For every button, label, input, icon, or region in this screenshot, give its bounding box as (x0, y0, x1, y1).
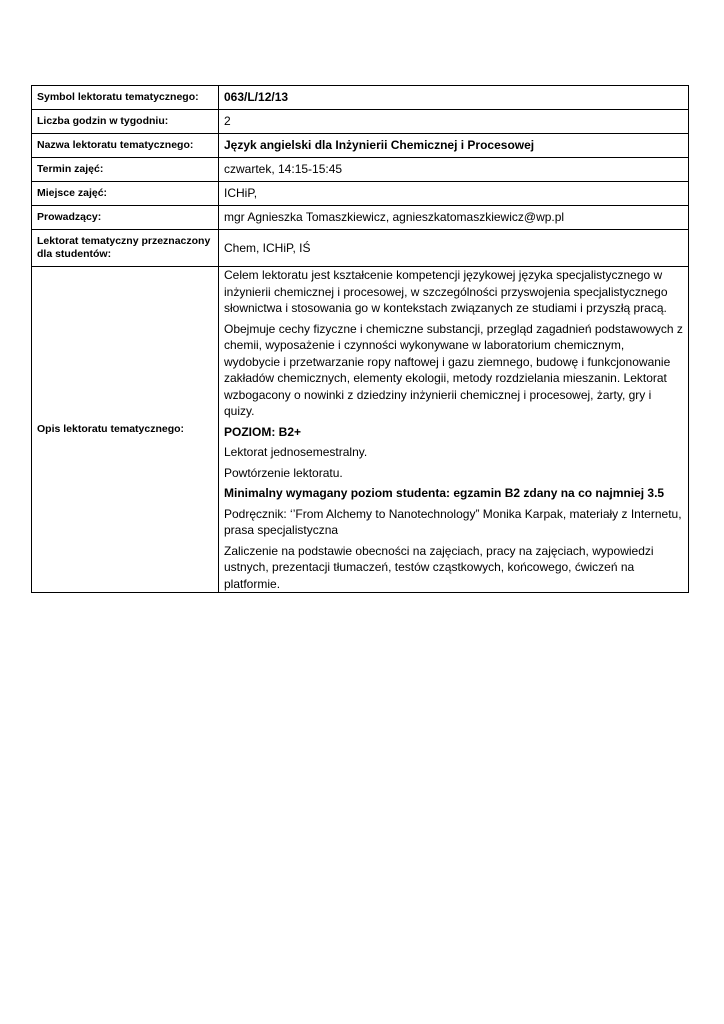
teacher-value: mgr Agnieszka Tomaszkiewicz, agnieszkatomaszkiewicz@wp.pl (219, 206, 689, 230)
teacher-row (32, 206, 689, 230)
term-label: Termin zajęć: (32, 158, 219, 182)
description-content (219, 267, 689, 593)
course-info-table (31, 85, 689, 593)
description-goal: Celem lektoratu jest kształcenie kompetencji językowej języka specjalistycznego w inżynierii chemicznej i procesowej, w szczególności przyswojenia specjalistycznego słownictwa i stosowania go w kontekstach związanych ze studiami i przyszłą pracą. (224, 268, 668, 315)
place-row (32, 182, 689, 206)
place-value: ICHiP, (219, 182, 689, 206)
symbol-value: 063/L/12/13 (219, 86, 689, 110)
hours-value: 2 (219, 110, 689, 134)
description-min-level: Minimalny wymagany poziom studenta: egzamin B2 zdany na co najmniej 3.5 (224, 486, 665, 500)
description-level: POZIOM: B2+ (224, 424, 302, 439)
symbol-label: Symbol lektoratu tematycznego: (32, 86, 219, 110)
place-label: Miejsce zajęć: (32, 182, 219, 206)
description-textbook: Podręcznik: ‘’From Alchemy to Nanotechnology” Monika Karpak, materiały z Internetu, prasa specjalistyczna (224, 506, 682, 537)
course-name-row (32, 134, 689, 158)
description-label: Opis lektoratu tematycznego: (32, 267, 219, 593)
hours-row (32, 110, 689, 134)
description-repeat: Powtórzenie lektoratu. (224, 465, 343, 480)
students-row (32, 230, 689, 267)
course-name-label: Nazwa lektoratu tematycznego: (32, 134, 219, 158)
description-scope: Obejmuje cechy fizyczne i chemiczne substancji, przegląd zagadnień podstawowych z chemii, wyposażenie i czynności wykonywane w laboratorium chemicznym, wydobycie i przetwarzanie ropy naftowej i gazu ziemnego, budowę i funkcjonowanie zakładów chemicznych, elementy ekologii, metody rozdzielania mieszanin. Lektorat wzbogacony o nowinki z dziedziny inżynierii chemicznej i procesowej, żarty, gry i quizy. (224, 321, 683, 418)
term-row (32, 158, 689, 182)
teacher-label: Prowadzący: (32, 206, 219, 230)
description-duration: Lektorat jednosemestralny. (224, 445, 368, 459)
students-label: Lektorat tematyczny przeznaczony dla studentów: (32, 230, 219, 267)
hours-label: Liczba godzin w tygodniu: (32, 110, 219, 134)
term-value: czwartek, 14:15-15:45 (219, 158, 689, 182)
description-grading: Zaliczenie na podstawie obecności na zajęciach, pracy na zajęciach, wypowiedzi ustnych, prezentacji tłumaczeń, testów cząstkowych, końcowego, ćwiczeń na platformie. (224, 543, 654, 591)
symbol-row (32, 86, 689, 110)
students-value: Chem, ICHiP, IŚ (219, 230, 689, 267)
course-name-value: Język angielski dla Inżynierii Chemicznej i Procesowej (219, 134, 689, 158)
description-row (32, 267, 689, 593)
